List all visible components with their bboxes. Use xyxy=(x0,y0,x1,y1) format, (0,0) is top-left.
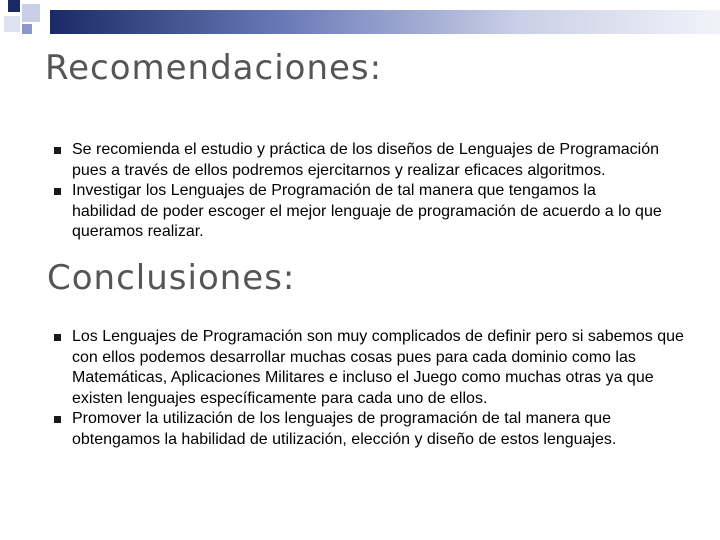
list-item-text: Investigar los Lenguajes de Programación de tal manera que tengamos la habilidad de poder escoger el mejor lenguaje de programación de acuerdo a lo que queramos realizar. xyxy=(72,182,662,240)
square-bullet-icon xyxy=(54,188,61,195)
title-decoration xyxy=(0,0,720,40)
conclusions-heading: Conclusiones: xyxy=(47,258,296,298)
square-bullet-icon xyxy=(54,334,61,341)
conclusions-list xyxy=(52,327,702,450)
square-bullet-icon xyxy=(54,147,61,154)
title-gradient-bar xyxy=(50,10,720,34)
divider xyxy=(0,36,720,37)
decor-square xyxy=(22,24,32,34)
list-item-text: Se recomienda el estudio y práctica de los diseños de Lenguajes de Programación pues a través de ellos podremos ejercitarnos y realizar eficaces algoritmos. xyxy=(72,141,660,179)
decor-square xyxy=(22,4,40,22)
recommendations-heading: Recomendaciones: xyxy=(45,48,383,88)
decor-square xyxy=(8,0,20,12)
list-item xyxy=(52,140,662,181)
recommendations-list xyxy=(52,140,662,243)
list-item xyxy=(52,181,662,243)
square-bullet-icon xyxy=(54,416,61,423)
list-item-text: Los Lenguajes de Programación son muy complicados de definir pero si sabemos que con ellos podemos desarrollar muchas cosas pues para cada dominio como las Matemáticas, Aplicaciones Militares e incluso el Juego como muchas otras ya que existen lenguajes específicamente para cada uno de ellos. xyxy=(72,328,684,407)
list-item xyxy=(52,327,702,409)
list-item-text: Promover la utilización de los lenguajes de programación de tal manera que obtengamos la habilidad de utilización, elección y diseño de estos lenguajes. xyxy=(72,410,617,448)
list-item xyxy=(52,409,702,450)
decor-square xyxy=(4,16,20,32)
